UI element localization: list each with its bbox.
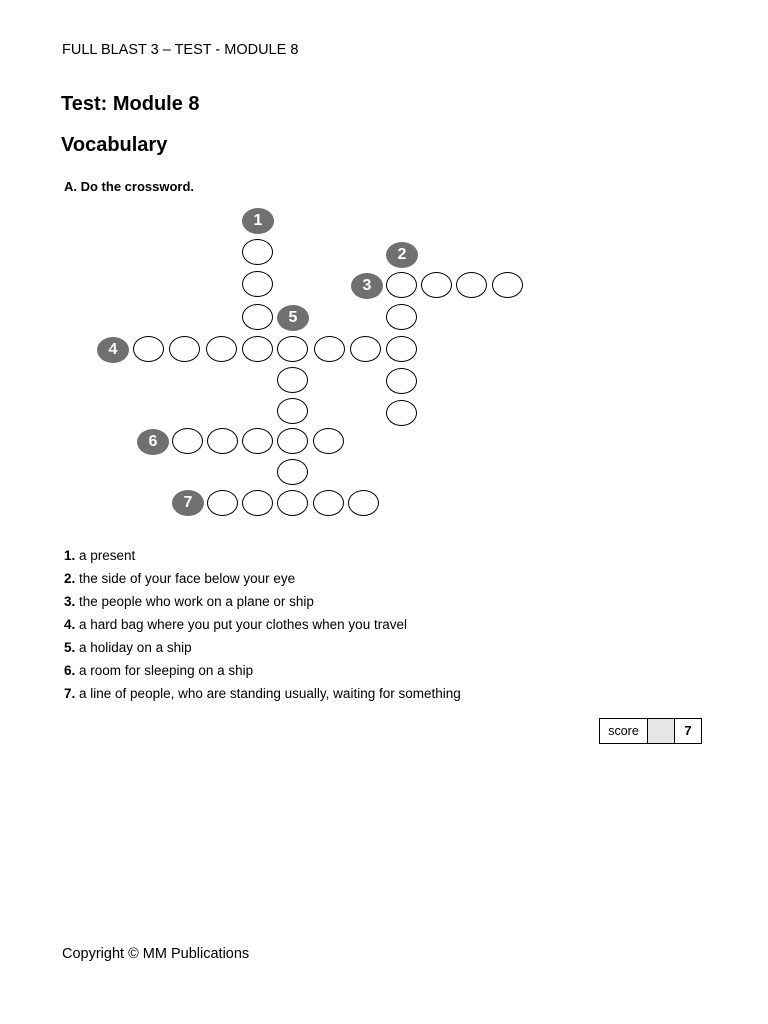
crossword-cell[interactable] <box>242 304 273 330</box>
crossword-cell[interactable] <box>277 459 308 485</box>
crossword-cell[interactable] <box>386 400 417 426</box>
crossword-cell[interactable] <box>207 428 238 454</box>
crossword-cell[interactable] <box>277 367 308 393</box>
clue-text: a present <box>75 548 136 563</box>
crossword-cell[interactable] <box>277 428 308 454</box>
score-total: 7 <box>684 723 692 738</box>
clue-text: a holiday on a ship <box>75 640 192 655</box>
crossword-cell[interactable] <box>421 272 452 298</box>
clue-number: 1. <box>64 548 76 563</box>
crossword-cell[interactable] <box>169 336 200 362</box>
clue-text: a hard bag where you put your clothes when you travel <box>75 617 407 632</box>
copyright-footer: Copyright © MM Publications <box>62 946 250 962</box>
crossword-cell[interactable] <box>314 336 345 362</box>
crossword-cell[interactable] <box>206 336 237 362</box>
score-label: score <box>600 719 648 743</box>
crossword-cell[interactable] <box>456 272 487 298</box>
clue-list <box>64 547 461 708</box>
page-header: FULL BLAST 3 – TEST - MODULE 8 <box>62 42 299 58</box>
crossword-cell[interactable] <box>242 239 273 265</box>
crossword-cell[interactable] <box>386 368 417 394</box>
crossword-cell[interactable] <box>207 490 238 516</box>
crossword-cell[interactable] <box>242 271 273 297</box>
crossword-cell[interactable] <box>386 304 417 330</box>
crossword-cell[interactable] <box>492 272 523 298</box>
score-input[interactable] <box>648 719 675 743</box>
crossword-cell[interactable] <box>350 336 381 362</box>
clue-number-badge-1: 1 <box>242 208 274 234</box>
clue-number: 2. <box>64 571 76 586</box>
crossword-cell[interactable] <box>277 490 308 516</box>
clue-number-badge-6: 6 <box>137 429 169 455</box>
clue-text: a line of people, who are standing usually, waiting for something <box>75 686 461 701</box>
clue-number-badge-7: 7 <box>172 490 204 516</box>
clue-number: 4. <box>64 617 76 632</box>
crossword-cell[interactable] <box>313 428 344 454</box>
clue-number-badge-3: 3 <box>351 273 383 299</box>
crossword-cell[interactable] <box>172 428 203 454</box>
crossword-cell[interactable] <box>277 398 308 424</box>
crossword-cell[interactable] <box>133 336 164 362</box>
clue-number-badge-4: 4 <box>97 337 129 363</box>
section-heading: Vocabulary <box>61 134 168 156</box>
clue-number-badge-2: 2 <box>386 242 418 268</box>
crossword-cell[interactable] <box>386 272 417 298</box>
clue-item <box>64 639 461 662</box>
clue-number: 3. <box>64 594 76 609</box>
crossword-cell[interactable] <box>277 336 308 362</box>
clue-text: a room for sleeping on a ship <box>75 663 254 678</box>
exercise-instruction: A. Do the crossword. <box>64 179 195 194</box>
clue-number-badge-5: 5 <box>277 305 309 331</box>
crossword-cell[interactable] <box>242 490 273 516</box>
clue-item <box>64 570 461 593</box>
score-box <box>599 718 702 744</box>
crossword-cell[interactable] <box>313 490 344 516</box>
crossword-cell[interactable] <box>386 336 417 362</box>
clue-item <box>64 547 461 570</box>
crossword-cell[interactable] <box>242 336 273 362</box>
clue-item <box>64 593 461 616</box>
clue-number: 7. <box>64 686 76 701</box>
clue-number: 5. <box>64 640 76 655</box>
crossword-cell[interactable] <box>242 428 273 454</box>
clue-item <box>64 685 461 708</box>
clue-text: the people who work on a plane or ship <box>75 594 314 609</box>
clue-text: the side of your face below your eye <box>75 571 296 586</box>
crossword-cell[interactable] <box>348 490 379 516</box>
clue-item <box>64 662 461 685</box>
clue-number: 6. <box>64 663 76 678</box>
clue-item <box>64 616 461 639</box>
page-title: Test: Module 8 <box>61 93 200 115</box>
